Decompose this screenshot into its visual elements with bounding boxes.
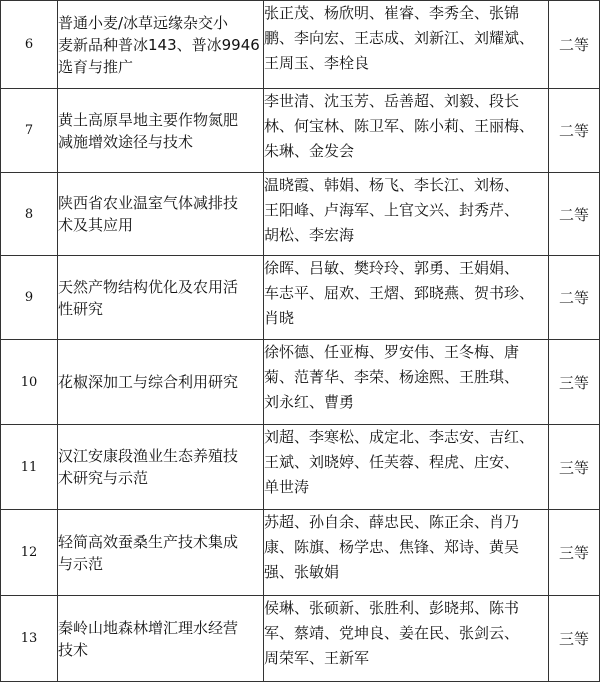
names-line: 朱琳、金发会 (264, 142, 355, 160)
names-line: 单世涛 (264, 478, 310, 496)
table-row (1, 89, 600, 173)
row-number: 9 (1, 256, 58, 340)
award-grade: 二等 (549, 1, 600, 89)
names-line: 王阳峰、卢海军、上官文兴、封秀芹、 (264, 201, 520, 219)
project-line: 花椒深加工与综合利用研究 (58, 373, 239, 391)
names-line: 菊、范菁华、李荣、杨途熙、王胜琪、 (264, 368, 520, 386)
table-row (1, 340, 600, 425)
award-grade: 三等 (549, 340, 600, 425)
project-line: 麦新品种普冰143、普冰9946 (58, 35, 260, 54)
award-grade: 三等 (549, 425, 600, 510)
names-line: 刘超、李寒松、成定北、李志安、吉红、 (264, 428, 535, 446)
names-line: 温晓霞、韩娟、杨飞、李长江、刘杨、 (264, 176, 520, 194)
award-grade: 三等 (549, 510, 600, 596)
table-row (1, 1, 600, 89)
names-line: 刘永红、曹勇 (264, 393, 355, 411)
names-line: 徐晖、吕敏、樊玲玲、郭勇、王娟娟、 (264, 259, 520, 277)
row-number: 8 (1, 173, 58, 256)
names-line: 鹏、李向宏、王志成、刘新江、刘耀斌、 (264, 29, 535, 47)
contributor-names (264, 596, 549, 682)
project-title (58, 340, 264, 425)
names-line: 周荣军、王新军 (264, 649, 370, 667)
row-number: 12 (1, 510, 58, 596)
award-grade: 二等 (549, 256, 600, 340)
project-line: 汉江安康段渔业生态养殖技 (58, 447, 239, 465)
project-line: 性研究 (58, 299, 104, 318)
contributor-names (264, 510, 549, 596)
project-line: 术研究与示范 (58, 469, 149, 487)
contributor-names (264, 1, 549, 89)
project-line: 轻简高效蚕桑生产技术集成 (58, 532, 239, 551)
row-number: 11 (1, 425, 58, 510)
names-line: 肖晓 (264, 309, 295, 327)
row-number: 7 (1, 89, 58, 173)
names-line: 胡松、李宏海 (264, 226, 355, 244)
row-number: 6 (1, 1, 58, 89)
table-row (1, 256, 600, 340)
project-line: 术及其应用 (58, 216, 134, 234)
project-line: 技术 (58, 640, 89, 659)
contributor-names (264, 173, 549, 256)
project-line: 与示范 (58, 554, 104, 573)
names-line: 王斌、刘晓婷、任芙蓉、程虎、庄安、 (264, 453, 520, 471)
table-row (1, 596, 600, 682)
award-grade: 二等 (549, 173, 600, 256)
table-row (1, 173, 600, 256)
project-title (58, 596, 264, 682)
names-line: 王周玉、李栓良 (264, 54, 370, 72)
contributor-names (264, 425, 549, 510)
table-row (1, 510, 600, 596)
names-line: 车志平、屈欢、王熠、郅晓燕、贺书珍、 (264, 284, 535, 302)
project-title (58, 256, 264, 340)
names-line: 军、蔡靖、党坤良、姜在民、张剑云、 (264, 624, 520, 642)
contributor-names (264, 89, 549, 173)
project-title (58, 1, 264, 89)
project-title (58, 425, 264, 510)
row-number: 10 (1, 340, 58, 425)
project-line: 陕西省农业温室气体减排技 (58, 194, 239, 212)
project-title (58, 173, 264, 256)
project-line: 秦岭山地森林增汇理水经营 (58, 618, 239, 637)
project-title (58, 510, 264, 596)
contributor-names (264, 256, 549, 340)
contributor-names (264, 340, 549, 425)
names-line: 康、陈旗、杨学忠、焦锋、郑诗、黄吴 (264, 538, 520, 556)
names-line: 苏超、孙自余、薛忠民、陈正余、肖乃 (264, 513, 520, 531)
project-line: 减施增效途径与技术 (58, 132, 194, 151)
names-line: 侯琳、张硕新、张胜利、彭晓邦、陈书 (264, 599, 520, 617)
names-line: 强、张敏娟 (264, 563, 340, 581)
names-line: 林、何宝林、陈卫军、陈小莉、王丽梅、 (264, 117, 535, 135)
names-line: 李世清、沈玉芳、岳善超、刘毅、段长 (264, 92, 520, 110)
project-line: 黄土高原旱地主要作物氮肥 (58, 110, 239, 129)
award-grade: 二等 (549, 89, 600, 173)
award-grade: 三等 (549, 596, 600, 682)
names-line: 张正茂、杨欣明、崔睿、李秀全、张锦 (264, 4, 520, 22)
project-line: 普通小麦/冰草远缘杂交小 (58, 13, 229, 32)
table-row (1, 425, 600, 510)
names-line: 徐怀德、任亚梅、罗安伟、王冬梅、唐 (264, 343, 520, 361)
project-line: 选育与推广 (58, 57, 134, 76)
project-line: 天然产物结构优化及农用活 (58, 277, 239, 296)
row-number: 13 (1, 596, 58, 682)
project-title (58, 89, 264, 173)
